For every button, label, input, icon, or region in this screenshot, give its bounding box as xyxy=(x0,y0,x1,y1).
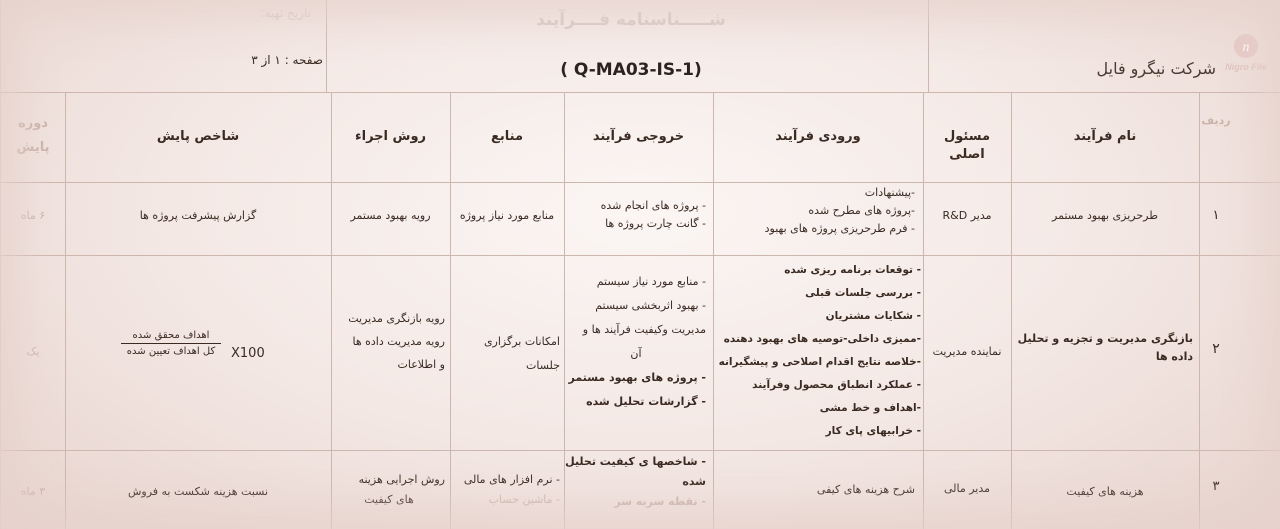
resource-item: جلسات xyxy=(526,359,560,372)
resource-item: امکانات برگزاری xyxy=(483,335,560,348)
date-label: تاریخ تهیه: xyxy=(260,6,311,20)
grid-line xyxy=(923,92,924,529)
formula-denominator: کل اهداف تعیین شده xyxy=(126,346,216,357)
method-item: و اطلاعات xyxy=(397,358,445,371)
input-item: - بررسی جلسات قبلی xyxy=(805,287,921,299)
method-item: رویه بازنگری مدیریت xyxy=(348,312,445,325)
output-item: - گزارشات تحلیل شده xyxy=(586,395,706,408)
indicator-formula xyxy=(121,330,221,357)
input-item: - خرابیهای پای کار xyxy=(825,425,921,437)
process-outputs xyxy=(566,452,706,512)
grid-line xyxy=(326,0,327,92)
monitoring-indicator: نسبت هزینه شکست به فروش xyxy=(127,485,269,498)
formula-numerator: اهداف محقق شده xyxy=(121,330,221,344)
output-item: - بهبود اثربخشی سیستم xyxy=(595,299,706,312)
monitoring-period: ۳ ماه xyxy=(20,485,46,498)
output-item: - شاخصها ی کیفیت تحلیل xyxy=(565,455,706,468)
document-title: شـــــناسنامه فــــرآیند xyxy=(536,10,726,30)
grid-line xyxy=(331,92,332,529)
row-number: ۳ xyxy=(1212,479,1220,494)
col-header-row-no: ردیف xyxy=(1201,114,1231,127)
resource-item: - ماشین حساب xyxy=(488,493,560,506)
col-header-inputs: ورودی فرآیند xyxy=(775,129,861,144)
process-outputs xyxy=(566,270,706,414)
process-owner: نماینده مدیریت xyxy=(932,345,1002,358)
input-item: -پیشنهادات xyxy=(864,186,915,199)
process-resources xyxy=(452,330,560,378)
process-outputs xyxy=(566,197,706,233)
output-item: - نقطه سربه سر xyxy=(614,495,706,508)
process-owner: مدیر مالی xyxy=(943,482,991,495)
row-number: ۲ xyxy=(1212,341,1220,357)
process-inputs xyxy=(715,481,915,499)
monitoring-period: ۶ ماه xyxy=(20,209,46,222)
grid-line xyxy=(450,92,451,529)
output-item: آن xyxy=(630,347,642,360)
grid-line xyxy=(928,0,929,92)
grid-line xyxy=(1,255,1280,256)
input-item: -پروژه های مطرح شده xyxy=(808,204,915,217)
process-resources: منابع مورد نیاز پروژه xyxy=(459,209,555,222)
input-item: شرح هزینه های کیفی xyxy=(816,483,915,496)
input-item: -اهداف و خط مشی xyxy=(819,402,921,414)
svg-text:n: n xyxy=(1242,40,1250,55)
col-header-resources: منابع xyxy=(491,129,523,144)
row-number: ۱ xyxy=(1212,208,1220,223)
input-item: -خلاصه نتایج اقدام اصلاحی و پیشگیرانه xyxy=(718,356,921,368)
company-name: شرکت نیگرو فایل xyxy=(1096,59,1216,78)
process-name: هزینه های کیفیت xyxy=(1066,485,1144,498)
resource-item: - نرم افزار های مالی xyxy=(463,473,560,486)
col-header-period: دوره پایش xyxy=(16,116,50,155)
process-name: طرحریزی بهبود مستمر xyxy=(1052,209,1158,222)
monitoring-period: یک xyxy=(26,345,40,358)
process-method xyxy=(333,307,445,376)
grid-line xyxy=(1,182,1280,183)
output-item: شده xyxy=(682,475,706,488)
method-item: روش اجرایی هزینه xyxy=(358,473,445,486)
col-header-process-name: نام فرآیند xyxy=(1073,129,1137,144)
document-code: ( Q-MA03-IS-1) xyxy=(560,60,702,80)
input-item: - شکایات مشتریان xyxy=(825,310,921,322)
grid-line xyxy=(65,92,66,529)
process-inputs xyxy=(715,184,915,238)
process-method: رویه بهبود مستمر xyxy=(350,209,431,222)
process-name: بازنگری مدیریت و تجزیه و تحلیل داده ها xyxy=(1017,332,1193,363)
monitoring-indicator: گزارش پیشرفت پروژه ها xyxy=(139,209,257,222)
grid-line xyxy=(713,92,714,529)
page-number: صفحه : ۱ از ۳ xyxy=(251,53,323,67)
output-item: - پروژه های بهبود مستمر xyxy=(568,371,706,384)
col-header-outputs: خروجی فرآیند xyxy=(592,129,685,144)
output-item: - پروژه های انجام شده xyxy=(600,199,706,212)
process-resources xyxy=(452,470,560,510)
method-item: های کیفیت xyxy=(364,493,414,506)
grid-line xyxy=(1,450,1280,451)
col-header-owner: مسئول اصلی xyxy=(943,129,990,162)
method-item: رویه مدیریت داده ها xyxy=(352,335,445,348)
col-header-method: روش اجراء xyxy=(354,129,427,144)
input-item: - توقعات برنامه ریزی شده xyxy=(784,264,921,276)
formula-multiplier: X100 xyxy=(231,346,265,361)
grid-line xyxy=(1,92,1280,93)
col-header-indicator: شاخص پایش xyxy=(156,129,240,144)
grid-line xyxy=(1011,92,1012,529)
svg-text:Nigro File: Nigro File xyxy=(1225,62,1267,72)
input-item: -ممیزی داخلی-توصیه های بهبود دهنده xyxy=(723,333,921,345)
grid-line xyxy=(1199,92,1200,529)
company-logo xyxy=(1223,30,1269,76)
process-owner: مدیر R&D xyxy=(942,209,992,222)
output-item: - منابع مورد نیاز سیستم xyxy=(596,275,706,288)
output-item: - گانت چارت پروژه ها xyxy=(605,217,706,230)
process-method xyxy=(333,470,445,510)
input-item: - عملکرد انطباق محصول وفرآیند xyxy=(752,379,921,391)
process-inputs xyxy=(715,259,921,443)
input-item: - فرم طرحریزی پروژه های بهبود xyxy=(764,222,915,235)
output-item: مدیریت وکیفیت فرآیند ها و xyxy=(582,323,706,336)
